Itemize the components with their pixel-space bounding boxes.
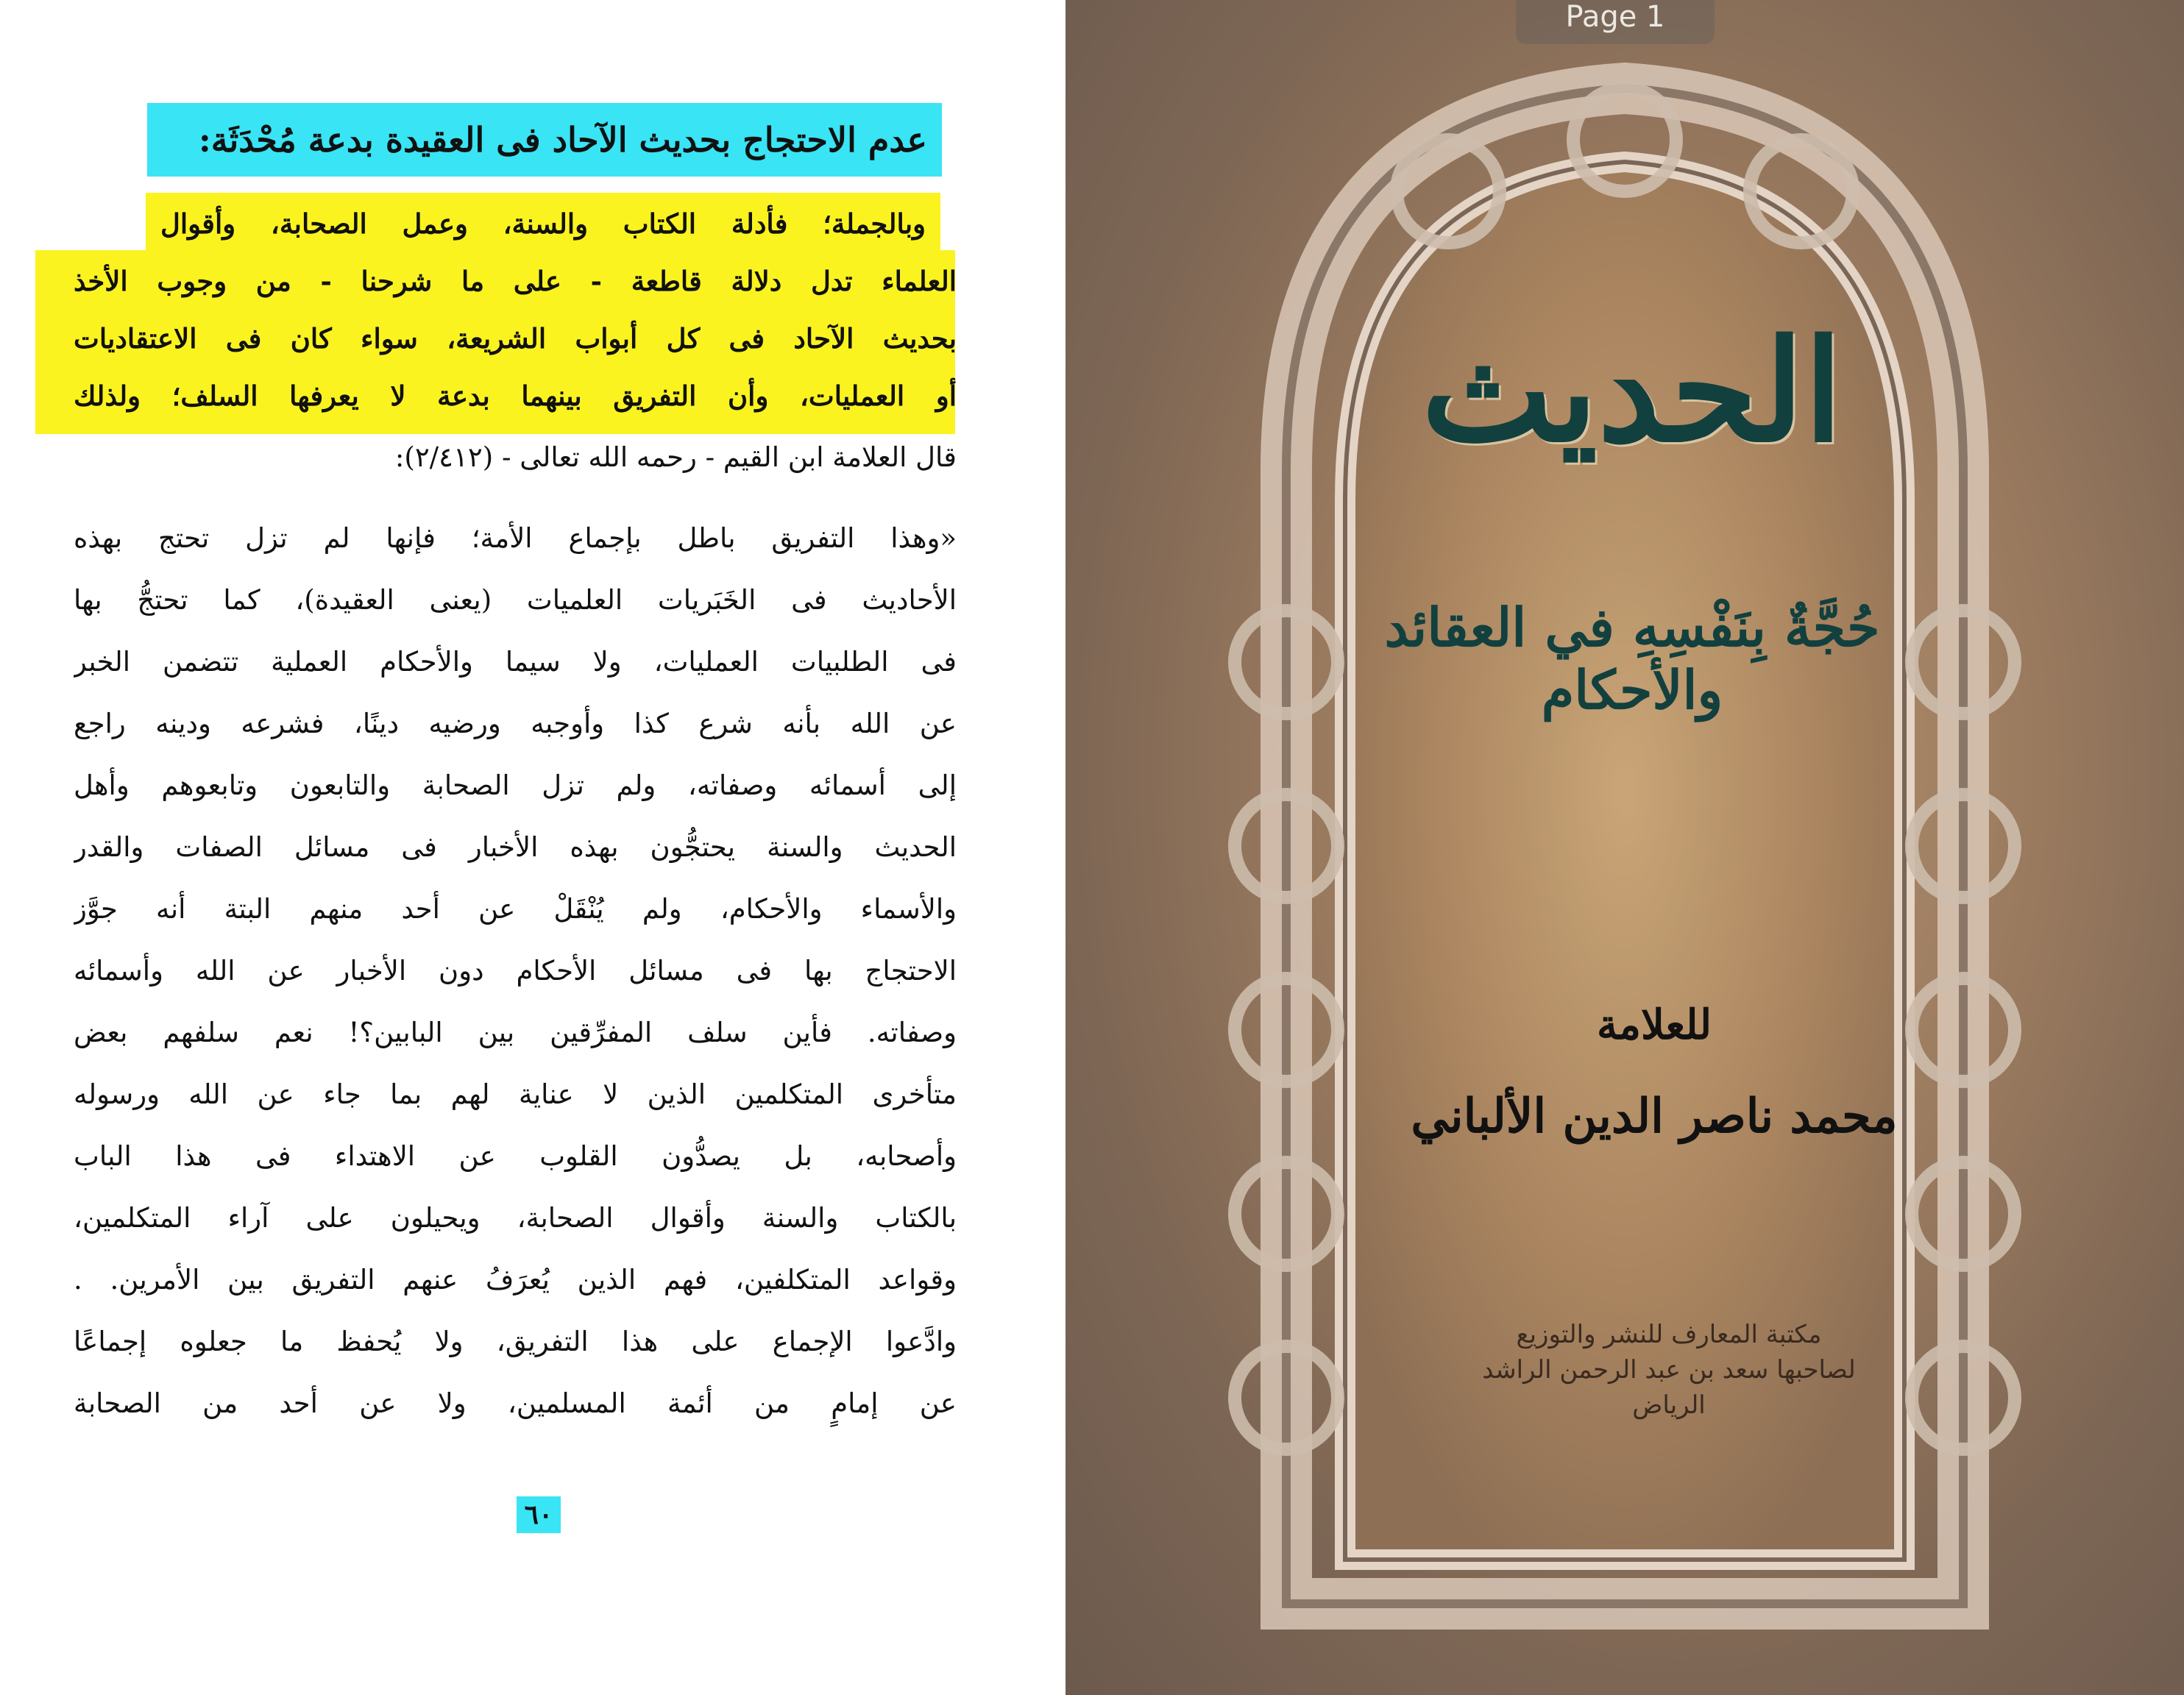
quote-line-10: متأخرى المتكلمين الذين لا عناية لهم بما جاء عن الله ورسوله [74,1079,957,1110]
quote-line-13: وقواعد المتكلفين، فهم الذين يُعرَفُ عنهم التفريق بين الأمرين. . [74,1264,957,1296]
cover-subtitle: حُجَّةٌ بِنَفْسِهِ في العقائد والأحكام [1384,596,1880,721]
cover-title: الحديث [1421,309,1843,473]
cover-ornament-frame [1066,0,2184,1695]
quote-line-11: وأصحابه، بل يصدُّون القلوب عن الاهتداء فى هذا الباب [74,1140,957,1172]
cover-author: محمد ناصر الدين الألباني [1411,1089,1898,1144]
document-page-left [0,0,1066,1695]
page-indicator: Page 1 [1516,0,1715,44]
page-number: ٦٠ [517,1496,561,1533]
quote-line-4: عن الله بأنه شرع كذا وأوجبه ورضيه دينًا، فشرعه ودينه راجع [74,708,957,739]
quote-line-2: الأحاديث فى الخَبَريات العلميات (يعنى العقيدة)، كما تحتجُّ بها [74,584,957,616]
publisher-line-2: لصاحبها سعد بن عبد الرحمن الراشد [1482,1355,1856,1385]
highlighted-line-1: وبالجملة؛ فأدلة الكتاب والسنة، وعمل الصحابة، وأقوال [160,207,926,240]
quote-line-15: عن إمامٍ من أئمة المسلمين، ولا عن أحد من الصحابة [74,1387,957,1419]
highlighted-line-4: أو العمليات، وأن التفريق بينهما بدعة لا يعرفها السلف؛ ولذلك [74,380,957,412]
highlighted-line-2: العلماء تدل دلالة قاطعة - على ما شرحنا - من وجوب الأخذ [74,265,957,297]
quote-line-5: إلى أسمائه وصفاته، ولم تزل الصحابة والتابعون وتابعوهم وأهل [74,770,957,801]
quote-line-8: الاحتجاج بها فى مسائل الأحكام دون الأخبار عن الله وأسمائه [74,955,957,987]
publisher-line-3: الرياض [1632,1390,1706,1420]
quote-line-9: وصفاته. فأين سلف المفرِّقين بين البابين؟! نعم سلفهم بعض [74,1017,957,1048]
quote-line-12: بالكتاب والسنة وأقوال الصحابة، ويحيلون على آراء المتكلمين، [74,1202,957,1234]
section-heading: عدم الاحتجاج بحديث الآحاد فى العقيدة بدعة مُحْدَثَة: [147,103,942,177]
cover-author-prefix: للعلامة [1596,1001,1712,1049]
quote-line-3: فى الطلبيات العمليات، ولا سيما والأحكام العملية تتضمن الخبر [74,646,957,678]
quote-line-1: «وهذا التفريق باطل بإجماع الأمة؛ فإنها لم تزل تحتج بهذه [74,522,957,554]
quote-line-14: وادَّعوا الإجماع على هذا التفريق، ولا يُحفظ ما جعلوه إجماعًا [74,1326,957,1357]
book-cover-page [1066,0,2184,1695]
quote-line-7: والأسماء والأحكام، ولم يُنْقَلْ عن أحد منهم البتة أنه جوَّز [74,893,957,925]
publisher-line-1: مكتبة المعارف للنشر والتوزيع [1516,1320,1822,1349]
cover-publisher [1448,1317,1890,1423]
quote-line-6: الحديث والسنة يحتجُّون بهذه الأخبار فى مسائل الصفات والقدر [74,831,957,863]
highlighted-line-3: بحديث الآحاد فى كل أبواب الشريعة، سواء كان فى الاعتقاديات [74,322,957,355]
citation-line: قال العلامة ابن القيم - رحمه الله تعالى - (٢/٤١٢): [394,441,957,473]
